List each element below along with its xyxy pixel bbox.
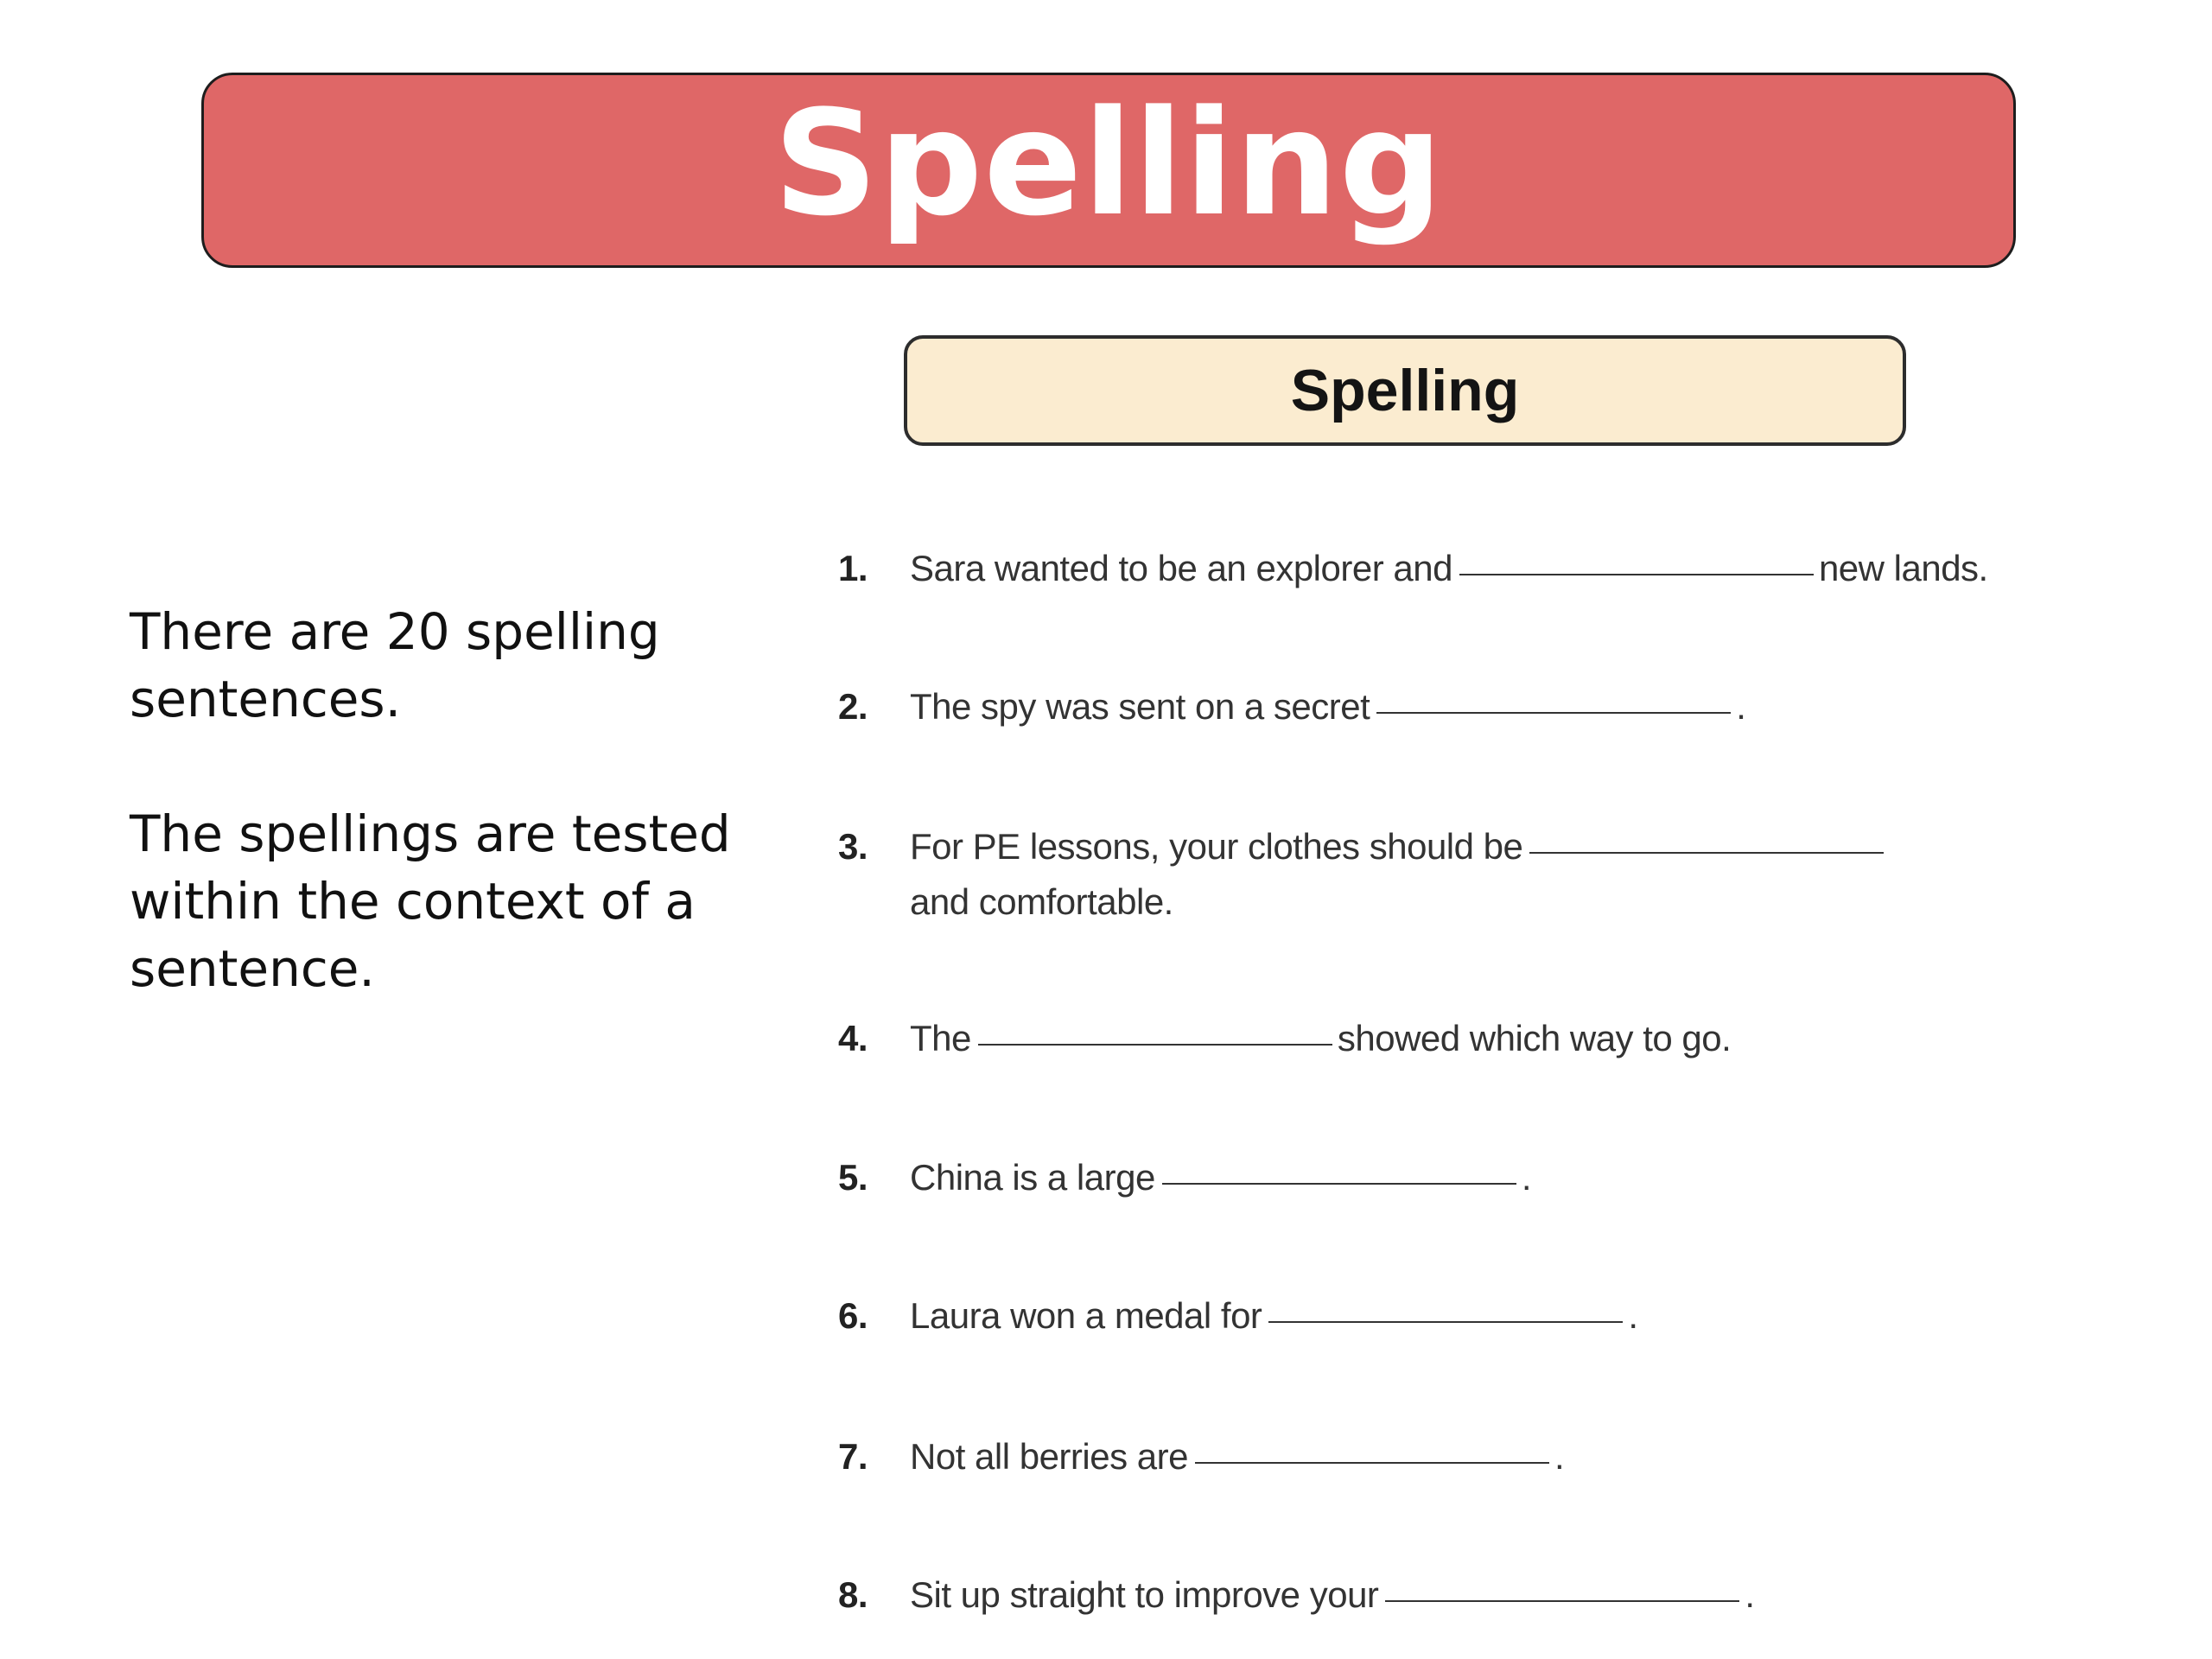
answer-blank [1376,712,1731,714]
question-text-before: Sit up straight to improve your [910,1574,1379,1615]
question-text-before: Sara wanted to be an explorer and [910,548,1452,588]
question-number: 3. [838,826,868,867]
question-text [910,1288,1638,1344]
question-text-after: new lands. [1818,548,1988,588]
question-text [910,1567,1755,1623]
intro-text [130,598,734,1002]
question-text-after: showed which way to go. [1337,1018,1732,1058]
question-text-after: . [1628,1295,1638,1336]
question-text [910,819,1889,930]
question-number: 1. [838,548,868,588]
answer-blank [1268,1321,1623,1323]
question-text-after: . [1736,686,1746,727]
title-banner [201,73,2016,268]
question-number: 7. [838,1436,868,1477]
question-text [910,1011,1731,1066]
page-title: Spelling [773,79,1444,248]
question-text-after: . [1521,1157,1531,1198]
intro-paragraph-1: There are 20 spelling sentences. [130,602,660,728]
question-text [910,1429,1564,1484]
question-text-after: . [1745,1574,1755,1615]
answer-blank [1162,1183,1516,1185]
question-text-line2: and comfortable. [910,881,1173,922]
question-number: 8. [838,1574,868,1615]
worksheet-heading: Spelling [1290,358,1520,423]
answer-blank [1385,1600,1739,1602]
question-text-before: China is a large [910,1157,1155,1198]
question-number: 2. [838,686,868,727]
worksheet-heading-box [904,335,1906,446]
answer-blank [1195,1462,1549,1464]
question-text-before: Not all berries are [910,1436,1188,1477]
question-text-before: The [910,1018,971,1058]
question-text [910,679,1745,734]
question-number: 6. [838,1295,868,1336]
intro-paragraph-2: The spellings are tested within the context of a sentence. [130,804,731,998]
answer-blank [1529,852,1884,854]
question-text-after: . [1554,1436,1565,1477]
question-text-before: For PE lessons, your clothes should be [910,826,1523,867]
question-number: 4. [838,1018,868,1058]
question-text-before: The spy was sent on a secret [910,686,1370,727]
answer-blank [1459,574,1814,575]
answer-blank [978,1044,1332,1046]
question-text-before: Laura won a medal for [910,1295,1262,1336]
question-text [910,1150,1531,1205]
question-text [910,541,1988,596]
question-number: 5. [838,1157,868,1198]
worksheet-image [830,328,2056,1659]
